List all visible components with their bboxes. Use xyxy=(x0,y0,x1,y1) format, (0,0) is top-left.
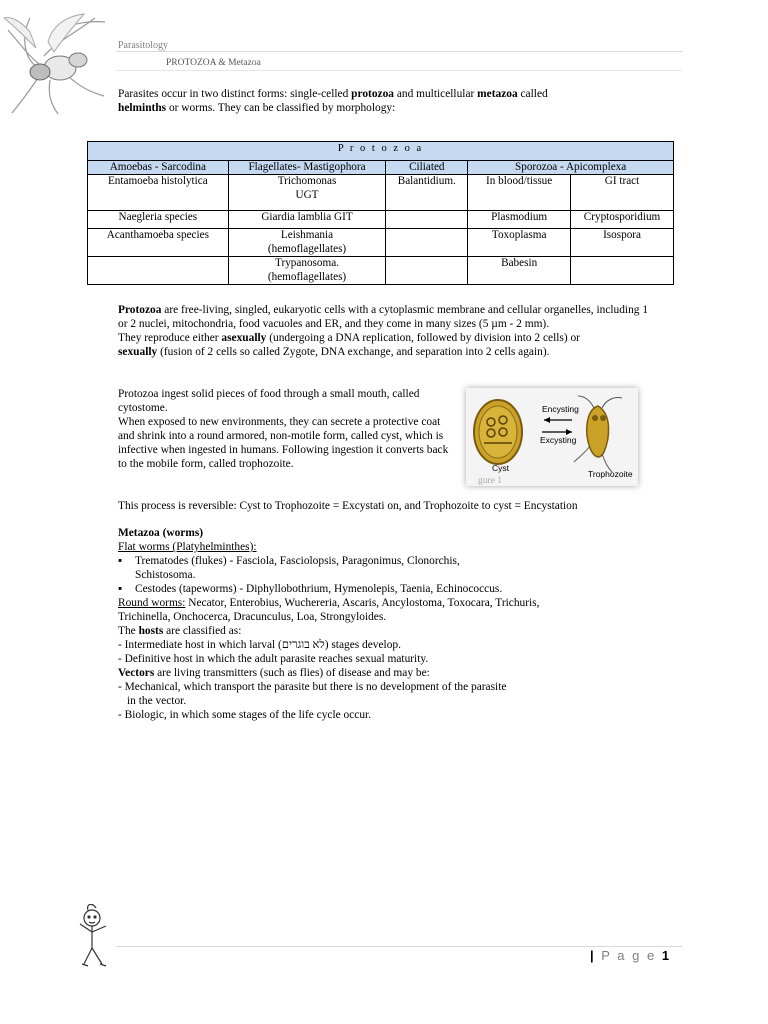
page-number-value: 1 xyxy=(661,948,672,963)
paragraph-text: Necator, Enterobius, Wuchereria, Ascaris, Ancylostoma, Toxocara, Trichuris, xyxy=(185,597,540,609)
subsection-label: Flat worms (Platyhelminthes): xyxy=(118,541,257,553)
header-divider xyxy=(116,51,682,52)
intro-bold-term: helminths xyxy=(118,102,167,114)
table-cell: Cryptosporidium xyxy=(571,211,674,229)
bold-term: asexually xyxy=(221,332,267,344)
paragraph-text: They reproduce either xyxy=(118,332,222,344)
cell-line: Trichomonas xyxy=(277,175,337,188)
subsection-label: Round worms: xyxy=(118,597,186,609)
excysting-label: Excysting xyxy=(540,435,577,445)
footer-divider xyxy=(116,946,682,947)
table-cell: Balantidium. xyxy=(386,175,468,211)
sub-header: GI tract xyxy=(571,175,674,211)
table-cell xyxy=(386,257,468,285)
table-cell xyxy=(386,211,468,229)
trophozoite-shape xyxy=(587,406,609,457)
paragraph-text: Trichinella, Onchocerca, Dracunculus, Loa, Strongyloides. xyxy=(118,611,387,623)
table-cell: Naegleria species xyxy=(88,211,229,229)
intro-bold-term: metazoa xyxy=(477,88,518,100)
cyst-trophozoite-figure xyxy=(466,388,638,486)
bold-term: sexually xyxy=(118,346,158,358)
paragraph-text: The xyxy=(118,625,139,637)
cyst-label: Cyst xyxy=(492,463,509,473)
paragraph-text: (undergoing a DNA replication, followed by division into 2 cells) or xyxy=(266,332,580,344)
header-divider-2 xyxy=(116,70,682,71)
paragraph-text: are living transmitters (such as flies) of disease and may be: xyxy=(154,667,430,679)
paragraph-text: in the vector. xyxy=(127,695,187,707)
table-caption: P r o t o z o a xyxy=(88,142,674,161)
cell-line: Trypanosoma. xyxy=(275,257,339,270)
table-cell: Entamoeba histolytica xyxy=(88,175,229,211)
table-cell xyxy=(571,257,674,285)
bullet-item xyxy=(118,583,502,595)
column-header: Flagellates- Mastigophora xyxy=(228,161,386,175)
trophozoite-label: Trophozoite xyxy=(588,469,633,479)
square-bullet-icon: ▪ xyxy=(118,583,123,595)
intro-bold-term: protozoa xyxy=(351,88,394,100)
table-cell xyxy=(228,229,386,257)
ingest-paragraph xyxy=(118,387,458,471)
bullet-text: Trematodes (flukes) - Fasciola, Fasciolopsis, Paragonimus, Clonorchis, xyxy=(135,555,460,567)
cell-line: Leishmania xyxy=(280,229,334,242)
table-cell: Babesin xyxy=(468,257,571,285)
protozoa-table xyxy=(87,141,674,285)
bold-term: Vectors xyxy=(118,667,155,679)
intro-text: or worms. They can be classified by morphology: xyxy=(166,102,396,114)
paragraph-text: - Intermediate host in which larval (לא בוגרים) stages develop. xyxy=(118,639,401,651)
cell-line: (hemoflagellates) xyxy=(267,270,347,283)
bullet-item xyxy=(118,555,460,567)
insect-logo-icon xyxy=(0,8,118,120)
square-bullet-icon: ▪ xyxy=(118,555,123,567)
page-bar: | xyxy=(590,948,596,963)
table-row xyxy=(88,257,674,285)
table-cell xyxy=(386,229,468,257)
bold-term: Protozoa xyxy=(118,304,162,316)
protozoa-paragraph xyxy=(118,303,658,359)
figure-caption: gure 1 xyxy=(478,476,503,486)
table-cell: Plasmodium xyxy=(468,211,571,229)
paragraph-text: - Definitive host in which the adult parasite reaches sexual maturity. xyxy=(118,653,429,665)
sub-header: In blood/tissue xyxy=(468,175,571,211)
cyst-trophozoite-diagram xyxy=(466,388,638,486)
paragraph-text: are classified as: xyxy=(163,625,242,637)
table-cell: Giardia lamblia GIT xyxy=(228,211,386,229)
intro-text: Parasites occur in two distinct forms: single-celled xyxy=(118,88,352,100)
column-header: Ciliated xyxy=(386,161,468,175)
intro-text: called xyxy=(517,88,548,100)
table-row xyxy=(88,175,674,211)
table-cell xyxy=(88,257,229,285)
column-header: Amoebas - Sarcodina xyxy=(88,161,229,175)
header-subtitle: PROTOZOA & Metazoa xyxy=(166,58,261,68)
paragraph-text: When exposed to new environments, they can secrete a protective coat and shrink into a round armored, non-motile form, called cyst, which is infective when ingested in humans. Following ingestion it converts back to the mobile form, called trophozoite. xyxy=(118,416,449,470)
table-row xyxy=(88,211,674,229)
intro-text: and multicellular xyxy=(393,88,478,100)
bullet-text: Schistosoma. xyxy=(135,569,196,581)
table-row xyxy=(88,229,674,257)
encysting-label: Encysting xyxy=(542,404,579,414)
paragraph-text: Protozoa ingest solid pieces of food through a small mouth, called cytostome. xyxy=(118,388,420,414)
cartoon-figure-icon xyxy=(72,904,118,972)
header-app-title: Parasitology xyxy=(118,40,168,51)
section-title: Metazoa (worms) xyxy=(118,527,204,539)
bullet-text: Cestodes (tapeworms) - Diphyllobothrium, Hymenolepis, Taenia, Echinococcus. xyxy=(135,583,503,595)
table-cell xyxy=(228,257,386,285)
cell-line: UGT xyxy=(295,188,319,201)
paragraph-text: (fusion of 2 cells so called Zygote, DNA exchange, and separation into 2 cells again). xyxy=(157,346,550,358)
paragraph-text: - Biologic, in which some stages of the life cycle occur. xyxy=(118,709,372,721)
paragraph-text: - Mechanical, which transport the parasite but there is no development of the parasite xyxy=(118,681,507,693)
intro-paragraph xyxy=(118,87,648,115)
table-cell xyxy=(228,175,386,211)
cell-line: (hemoflagellates) xyxy=(267,242,347,255)
metazoa-section xyxy=(118,526,678,722)
page-number xyxy=(590,948,671,963)
column-header: Sporozoa - Apicomplexa xyxy=(468,161,674,175)
paragraph-text: are free-living, singled, eukaryotic cells with a cytoplasmic membrane and cellular organelles, including 1 or 2 nuclei, mitochondria, food vacuoles and ER, and they come in many sizes (5 µm - 2 mm). xyxy=(118,304,649,330)
reversible-sentence: This process is reversible: Cyst to Trophozoite = Excystati on, and Trophozoite to cyst = Encystation xyxy=(118,500,578,512)
bold-term: hosts xyxy=(138,625,164,637)
table-cell: Acanthamoeba species xyxy=(88,229,229,257)
table-cell: Toxoplasma xyxy=(468,229,571,257)
table-cell: Isospora xyxy=(571,229,674,257)
page-label: P a g e xyxy=(595,948,662,963)
